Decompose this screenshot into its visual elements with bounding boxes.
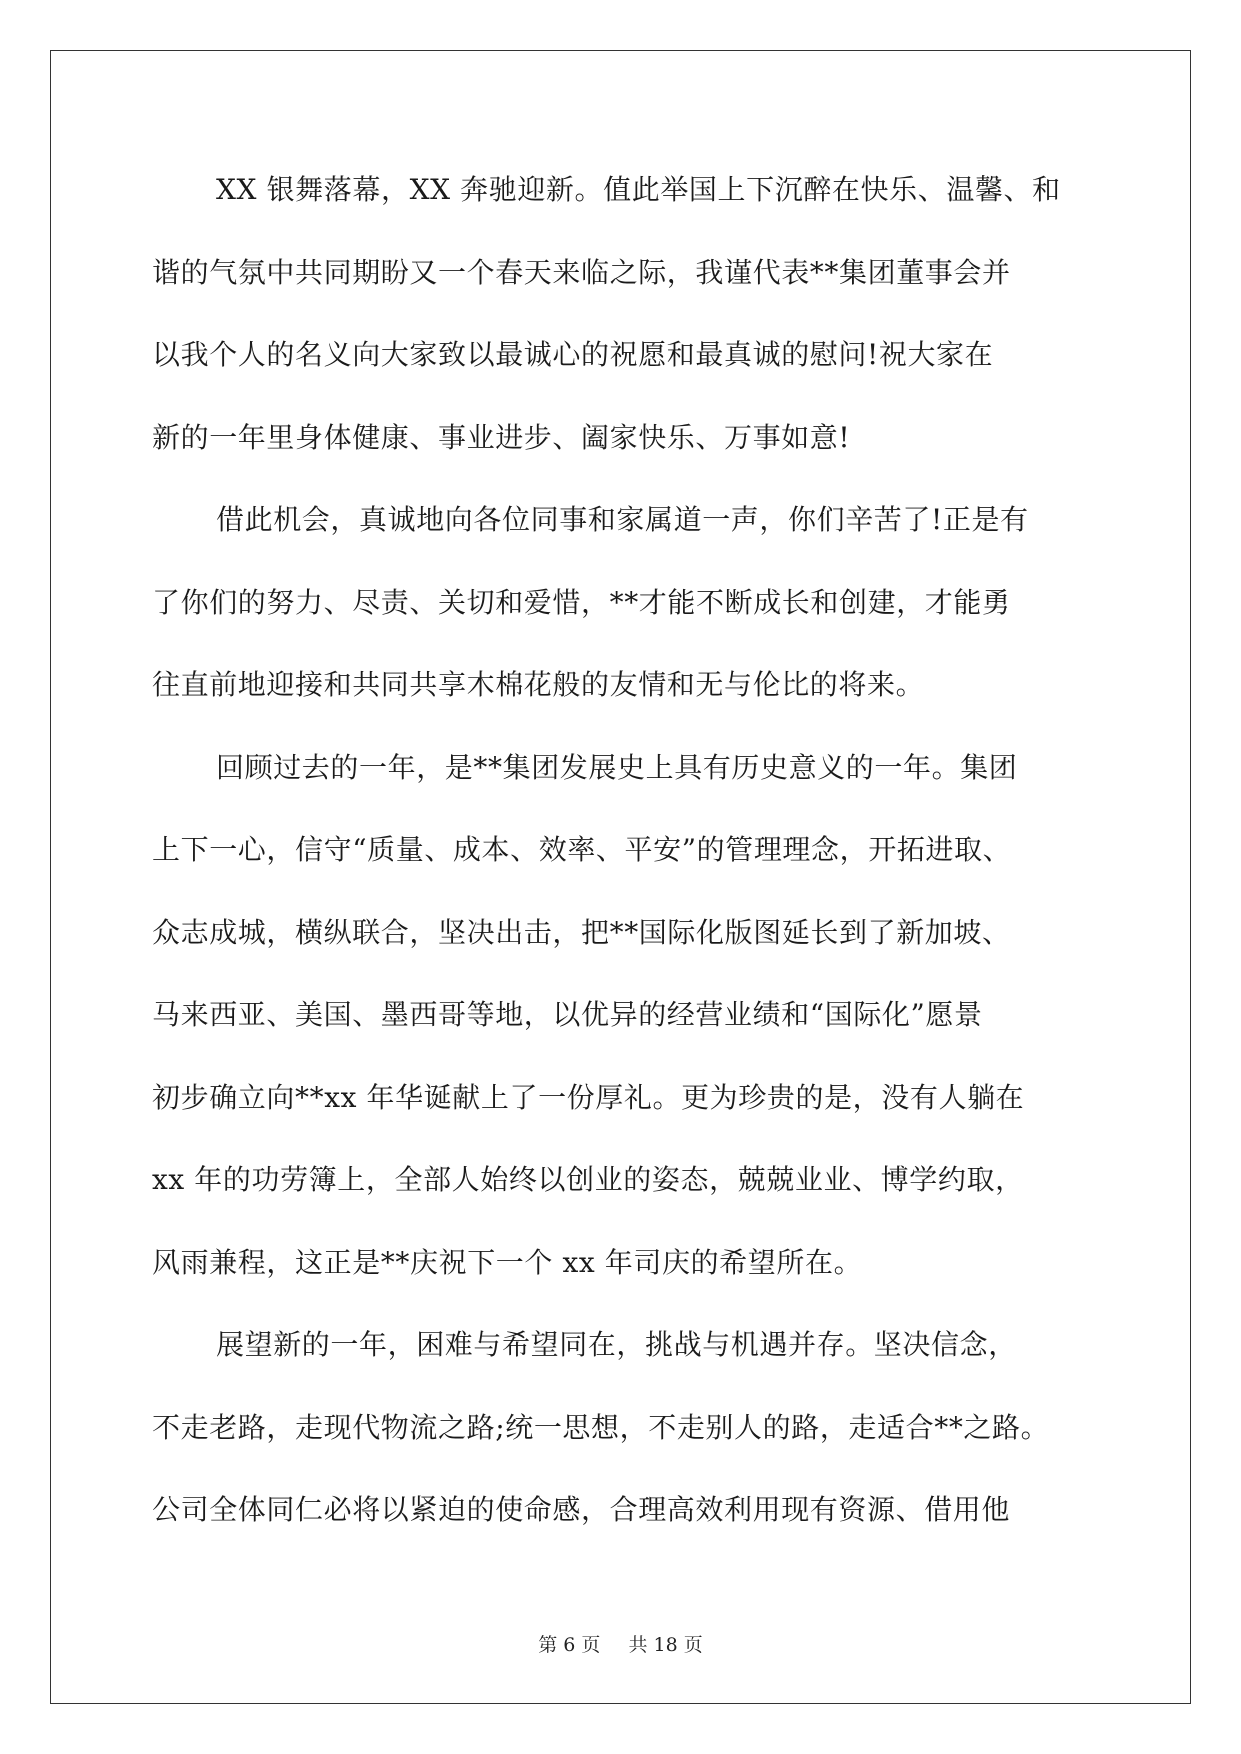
paragraph-line: 谐的气氛中共同期盼又一个春天来临之际，我谨代表**集团董事会并 <box>152 255 1011 289</box>
paragraph-line: XX 银舞落幕，XX 奔驰迎新。值此举国上下沉醉在快乐、温馨、和 <box>216 173 1061 206</box>
paragraph-line: 初步确立向**xx 年华诞献上了一份厚礼。更为珍贵的是，没有人躺在 <box>152 1080 1025 1114</box>
paragraph-line: 新的一年里身体健康、事业进步、阖家快乐、万事如意! <box>152 420 851 454</box>
paragraph-line: 风雨兼程，这正是**庆祝下一个 xx 年司庆的希望所在。 <box>152 1245 863 1279</box>
page-total: 共 18 页 <box>628 1634 703 1656</box>
paragraph-line: 借此机会，真诚地向各位同事和家属道一声，你们辛苦了!正是有 <box>216 503 1029 536</box>
paragraph-line: 展望新的一年，困难与希望同在，挑战与机遇并存。坚决信念， <box>216 1328 1017 1361</box>
paragraph-line: 了你们的努力、尽责、关切和爱惜，**才能不断成长和创建，才能勇 <box>152 585 1011 619</box>
paragraph-line: 以我个人的名义向大家致以最诚心的祝愿和最真诚的慰问!祝大家在 <box>152 338 994 371</box>
paragraph-line: 众志成城，横纵联合，坚决出击，把**国际化版图延长到了新加坡、 <box>152 915 1011 949</box>
paragraph-line: 上下一心，信守“质量、成本、效率、平安”的管理理念，开拓进取、 <box>152 833 1012 866</box>
paragraph-line: 回顾过去的一年，是**集团发展史上具有历史意义的一年。集团 <box>216 750 1018 784</box>
paragraph-line: 往直前地迎接和共同共享木棉花般的友情和无与伦比的将来。 <box>152 668 925 701</box>
paragraph-line: xx 年的功劳簿上，全部人始终以创业的姿态，兢兢业业、博学约取， <box>152 1163 1024 1196</box>
document-body <box>152 160 1092 1563</box>
paragraph-line: 马来西亚、美国、墨西哥等地，以优异的经营业绩和“国际化”愿景 <box>152 998 983 1031</box>
page-footer <box>0 1630 1241 1657</box>
page-number: 第 6 页 <box>538 1634 601 1656</box>
paragraph-line: 不走老路，走现代物流之路;统一思想，不走别人的路，走适合**之路。 <box>152 1410 1050 1444</box>
paragraph-line: 公司全体同仁必将以紧迫的使命感，合理高效利用现有资源、借用他 <box>152 1493 1011 1526</box>
